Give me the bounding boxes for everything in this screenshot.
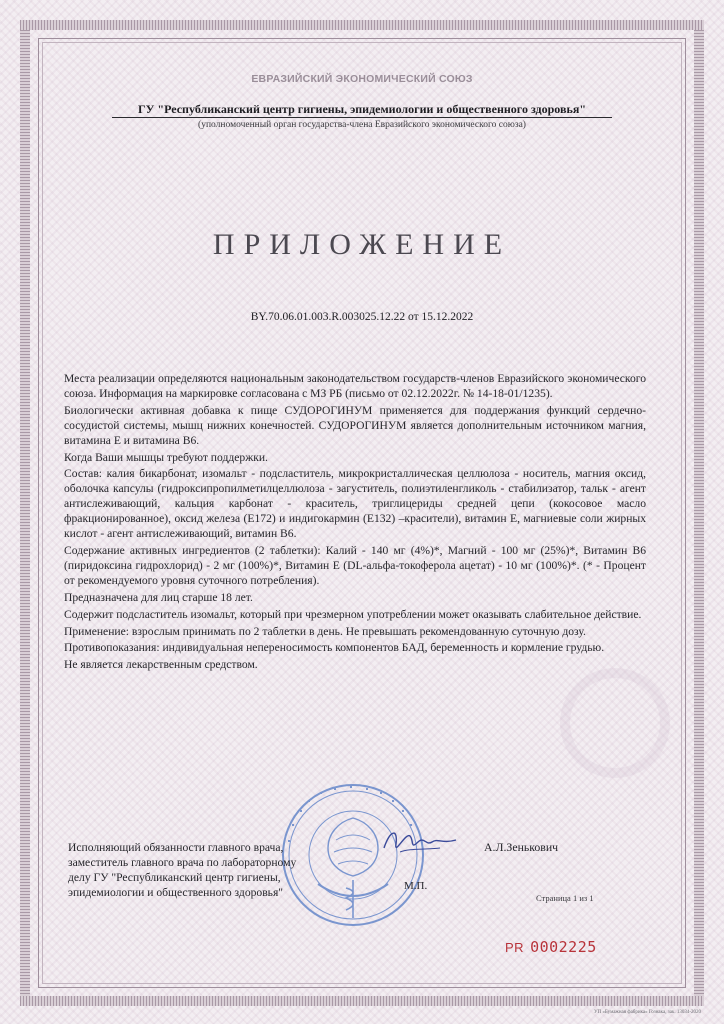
body-paragraph: Применение: взрослым принимать по 2 таблетки в день. Не превышать рекомендованную суточную дозу. [64, 624, 586, 638]
seal-place-label: М.П. [404, 880, 428, 892]
body-paragraph: Противопоказания: индивидуальная непереносимость компонентов БАД, беременность и кормление грудью. [64, 641, 605, 655]
signatory-line: эпидемиологии и общественного здоровья" [68, 886, 284, 899]
body-paragraph: Предназначена для лиц старше 18 лет. [64, 590, 253, 604]
body-paragraph: Биологически активная добавка к пище СУДОРОГИНУМ применяется для поддержания функций сердечно-сосудистой системы, мышц нижних конечностей. СУДОРОГИНУМ является дополнительным источником магния, витамина Е и витамина В6. [64, 403, 646, 447]
serial-digits: 0002225 [530, 938, 597, 956]
serial-prefix: PR [505, 940, 525, 955]
body-paragraph: Когда Ваши мышцы требуют поддержки. [64, 450, 268, 464]
body-paragraph: Состав: калия бикарбонат, изомальт - подсластитель, микрокристаллическая целлюлоза - носитель, магния оксид, оболочка капсулы (гидроксипропилметилцеллюлоза - загуститель, полиэтиленгликоль - стабилизатор, тальк - агент антислеживающий, кальция карбонат - краситель, триглицериды средней цепи (кокосовое масло фракционированное), оксид железа (Е172) и индигокармин (Е132) –красители), витамин Е, магниевые соли жирных кислот - агент антислеживающий, витамин В6. [64, 467, 646, 541]
document-title: ПРИЛОЖЕНИЕ [212, 228, 512, 261]
signatory-line: заместитель главного врача по лабораторному [68, 856, 297, 869]
printer-imprint: УП «Бумажная фабрика» Гознака, зак. 13034-2020 [594, 1010, 702, 1015]
signature-icon [380, 822, 460, 862]
signatory-position [68, 840, 368, 900]
serial-number [505, 938, 597, 956]
document-body [64, 372, 646, 675]
body-paragraph: Содержание активных ингредиентов (2 таблетки): Калий - 140 мг (4%)*, Магний - 100 мг (25%)*, Витамин В6 (пиридоксина гидрохлорид) - 2 мг (100%)*, Витамин Е (DL-альфа-токоферола ацетат) - 10 мг (100%)*. (* - Процент от рекомендуемого уровня суточного потребления). [64, 543, 646, 587]
document-number: BY.70.06.01.003.R.003025.12.22 от 15.12.2022 [250, 311, 474, 323]
body-paragraph: Содержит подсластитель изомальт, который при чрезмерном употреблении может оказывать слабительное действие. [64, 607, 642, 621]
signatory-name: А.Л.Зенькович [484, 840, 559, 854]
body-paragraph: Не является лекарственным средством. [64, 658, 258, 672]
background-emblem [560, 668, 670, 778]
union-heading: ЕВРАЗИЙСКИЙ ЭКОНОМИЧЕСКИЙ СОЮЗ [251, 73, 473, 85]
signatory-line: делу ГУ "Республиканский центр гигиены, [68, 871, 281, 884]
body-paragraph: Места реализации определяются национальным законодательством государств-членов Евразийского экономического союза. Информация на маркировке согласована с МЗ РБ (письмо от 02.12.2022г. № 14-18-01/1235). [64, 372, 646, 400]
organization-name: ГУ "Республиканский центр гигиены, эпидемиологии и общественного здоровья" [137, 102, 586, 116]
organization-subtitle: (уполномоченный орган государства-члена Евразийского экономического союза) [198, 120, 526, 130]
signatory-line: Исполняющий обязанности главного врача, [68, 841, 284, 854]
organization-underline [112, 117, 612, 118]
page-number: Страница 1 из 1 [536, 893, 594, 903]
